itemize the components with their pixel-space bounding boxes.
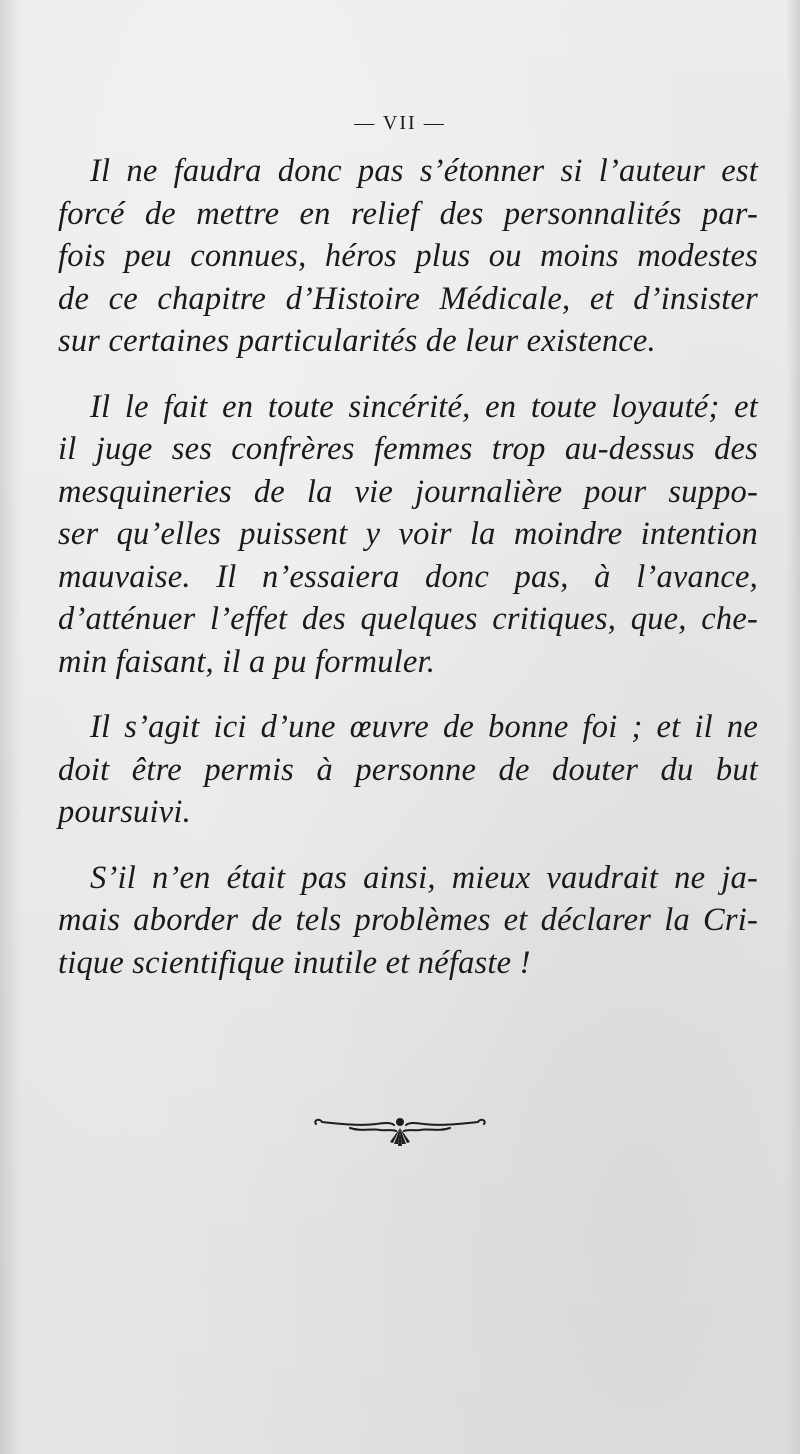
text-line: poursuivi.: [58, 794, 191, 830]
text-line: Il ne faudra donc pas s’étonner si l’auteur est: [90, 153, 758, 189]
text-line: ser qu’elles puissent y voir la moindre intention: [58, 516, 758, 552]
text-line: de ce chapitre d’Histoire Médicale, et d’insister: [58, 280, 758, 317]
text-line: sur certaines particularités de leur existence.: [58, 323, 656, 359]
text-line: S’il n’en était pas ainsi, mieux vaudrait ne ja-: [90, 859, 758, 896]
text-line: mais aborder de tels problèmes et déclarer la Cri-: [58, 902, 758, 938]
page-number: — VII —: [354, 112, 446, 134]
text-line: min faisant, il a pu formuler.: [58, 643, 436, 680]
text-line: il juge ses confrères femmes trop au-dessus des: [58, 431, 758, 467]
text-line: doit être permis à personne de douter du but: [58, 751, 758, 788]
page-edge: [786, 0, 800, 1454]
text-line: mesquineries de la vie journalière pour suppo-: [58, 473, 758, 510]
binding-shadow: [0, 0, 22, 1454]
paragraph-1: [58, 150, 758, 363]
text-line: Il le fait en toute sincérité, en toute loyauté; et: [90, 388, 758, 425]
body-text: [58, 150, 758, 1007]
paragraph-4: [58, 857, 758, 985]
paragraph-3: [58, 706, 758, 834]
text-line: d’atténuer l’effet des quelques critiques, que, che-: [58, 601, 758, 637]
fleuron-ornament-icon: [310, 1110, 490, 1150]
text-line: forcé de mettre en relief des personnalités par-: [58, 195, 758, 232]
text-line: mauvaise. Il n’essaiera donc pas, à l’avance,: [58, 558, 758, 595]
text-line: fois peu connues, héros plus ou moins modestes: [58, 238, 758, 274]
text-line: tique scientifique inutile et néfaste !: [58, 944, 531, 981]
paragraph-2: [58, 386, 758, 684]
text-line: Il s’agit ici d’une œuvre de bonne foi ; et il ne: [90, 709, 758, 745]
